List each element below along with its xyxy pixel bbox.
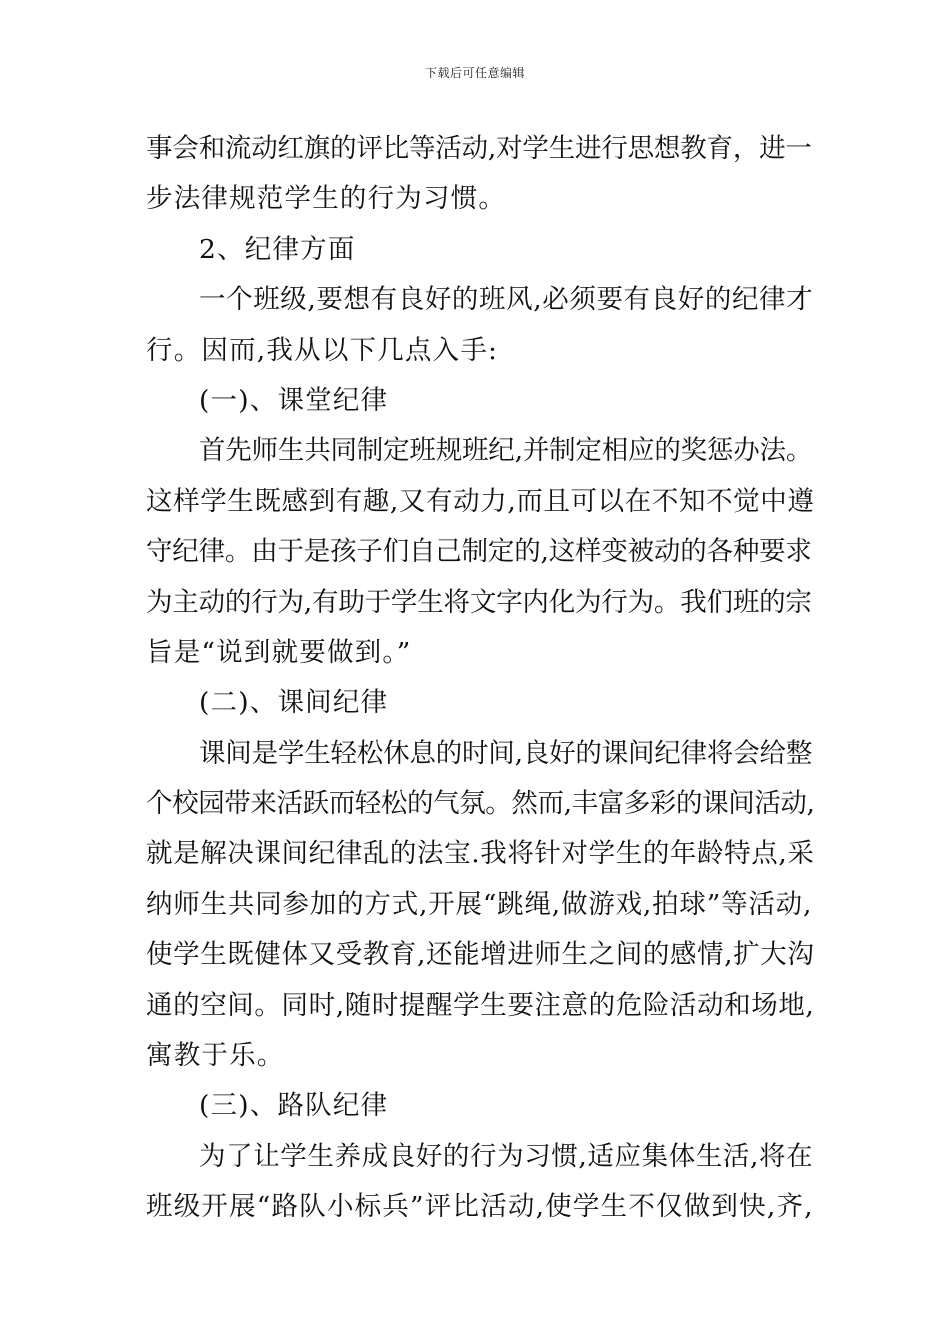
- text-line: 就是解决课间纪律乱的法宝.我将针对学生的年龄特点,采: [146, 838, 815, 870]
- text-line: 事会和流动红旗的评比等活动,对学生进行思想教育，进一: [146, 133, 812, 164]
- text-line: (二)、课间纪律: [199, 687, 389, 719]
- text-line: 一个班级,要想有良好的班风,必须要有良好的纪律才: [199, 284, 814, 316]
- text-line: 通的空间。同时,随时提醒学生要注意的危险活动和场地,: [146, 989, 815, 1021]
- text-line: 行。因而,我从以下几点入手:: [146, 334, 499, 366]
- text-line: 这样学生既感到有趣,又有动力,而且可以在不知不觉中遵: [146, 485, 815, 517]
- text-line: 课间是学生轻松休息的时间,良好的课间纪律将会给整: [199, 737, 813, 769]
- text-line: 首先师生共同制定班规班纪,并制定相应的奖惩办法。: [199, 435, 813, 467]
- document-body: [146, 124, 816, 1233]
- text-line: 为主动的行为,有助于学生将文字内化为行为。我们班的宗: [146, 586, 812, 618]
- text-line: 班级开展“路队小标兵”评比活动,使学生不仅做到快,齐,: [146, 1191, 814, 1223]
- text-line: 个校园带来活跃而轻松的气氛。然而,丰富多彩的课间活动,: [146, 788, 815, 820]
- text-line: 纳师生共同参加的方式,开展“跳绳,做游戏,拍球”等活动,: [146, 888, 813, 920]
- text-line: 寓教于乐。: [146, 1040, 285, 1072]
- text-line: (一)、课堂纪律: [199, 384, 389, 416]
- text-line: 使学生既健体又受教育,还能增进师生之间的感情,扩大沟: [146, 939, 815, 971]
- text-line: 2、纪律方面: [199, 233, 356, 265]
- text-line: 为了让学生养成良好的行为习惯,适应集体生活,将在: [199, 1140, 814, 1172]
- text-line: 步法律规范学生的行为习惯。: [146, 183, 507, 215]
- text-line: 旨是“说到就要做到。”: [146, 636, 412, 668]
- page-header: 下载后可任意编辑: [424, 66, 525, 80]
- text-line: 守纪律。由于是孩子们自己制定的,这样变被动的各种要求: [146, 536, 812, 568]
- text-line: (三)、路队纪律: [199, 1090, 389, 1122]
